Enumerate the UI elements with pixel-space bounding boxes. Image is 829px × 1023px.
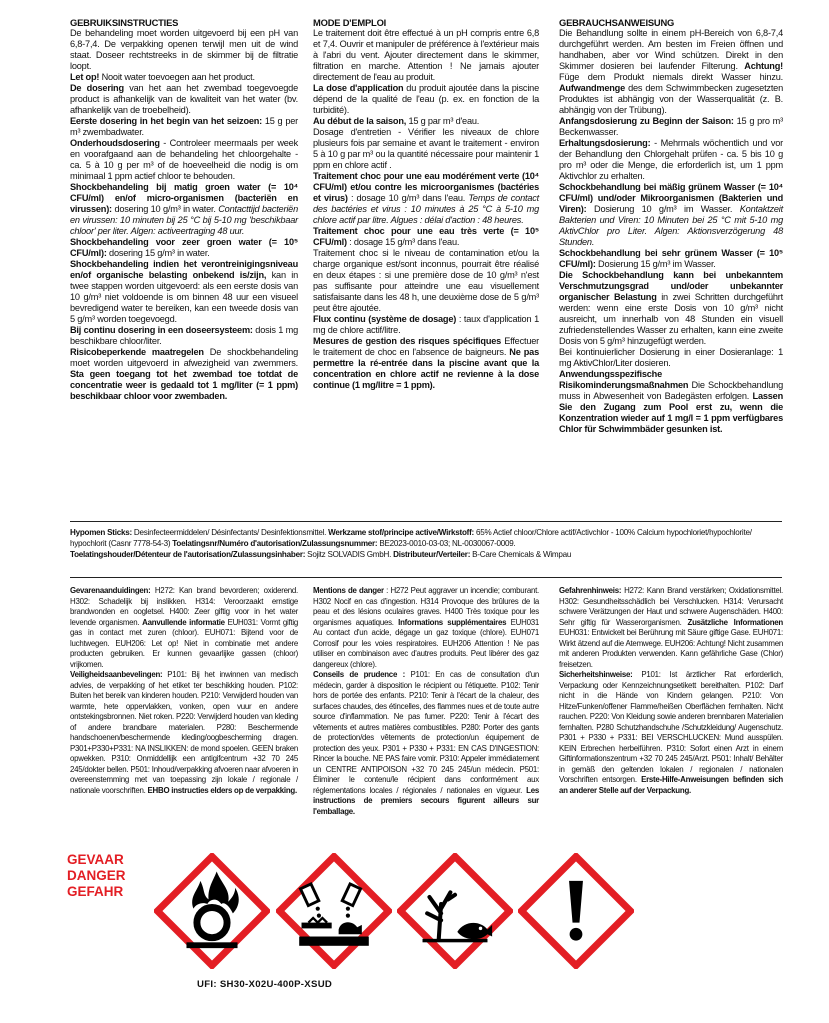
nl-first-label: Eerste dosering in het begin van het seizoen: bbox=[70, 116, 263, 126]
nl-risk-label: Risicobeperkende maatregelen bbox=[70, 347, 204, 357]
nl-risk: De shockbehandeling moet worden uitgevoerd in afwezigheid van zwemmers. bbox=[70, 347, 298, 368]
nl-sup: EUH031: Vormt giftig gas in contact met zuren (chloor). EUH071: Bijtend voor de luchtwegen. EUH206: Let op! Niet in combinatie met andere producten gebruiken. Er kunnen gevaarlijke gassen (chloor) vrijkomen. bbox=[70, 617, 298, 669]
cas-number: hypochlorit (Casnr 7778-54-3) bbox=[70, 539, 173, 549]
fr-firstaid: Les instructions de premiers secours figurent ailleurs sur l'emballage. bbox=[313, 785, 539, 816]
fr-precaution-label: Conseils de prudence : bbox=[313, 670, 405, 679]
authorisation-label: Toelatingsnr/Numéro d'autorisation/Zulassungsnummer: bbox=[172, 539, 378, 549]
signal-word bbox=[67, 852, 126, 900]
nl-shock1-note: Contacttijd bacteriën en virussen: 10 minuten bij 25 °C bij 5-10 mg 'beschikbaar chloor' per liter. Algen: activeertraging 48 uur. bbox=[70, 204, 298, 236]
section-title-fr: MODE D'EMPLOI bbox=[313, 17, 387, 28]
de-shock2: Dosierung 15 g/m³ im Wasser. bbox=[595, 259, 716, 269]
nl-firstaid: EHBO instructies elders op de verpakking. bbox=[147, 785, 297, 795]
nl-warn-label: Let op! bbox=[70, 72, 100, 82]
nl-warn: Nooit water toevoegen aan het product. bbox=[99, 72, 255, 82]
fr-risk: Effectuer le traitement de choc en l'absence de baigneurs. bbox=[313, 336, 540, 357]
fr-shock3: Traitement choc si le niveau de contamination et/ou la charge organique est/sont inconnus, pourrait être réalisé en deux étapes : si une première dose de 10 g/m³ n'est pas suffisante pour atteindre une eau visuellement satisfaisante dans les 48 h, une deuxième dose de 5 g/m³ peut être ajoutée. bbox=[313, 248, 539, 313]
fr-sup-label: Informations supplémentaires bbox=[398, 617, 507, 627]
authorisation-number: BE2023-0010-03-03; NL-0030067-0009. bbox=[377, 539, 516, 549]
safety-de bbox=[559, 586, 783, 796]
fr-shock1-label: Traitement choc pour une eau modérément verte (10⁴ CFU/ml) et/ou contre les microorganismes (bactéries et virus) bbox=[313, 171, 539, 203]
fr-cont: : taux d'application 1 mg de chlore actif/litre. bbox=[313, 314, 539, 335]
de-shock1: Dosierung 10 g/m³ im Wasser. bbox=[586, 204, 740, 214]
de-hazard: H272: Kann Brand verstärken; Oxidationsmittel. H302: Gesundheitsschädlich bei Verschlucken. H314: Verursacht schwere Verätzungen der Haut und schwere Augenschäden. H400: Sehr giftig für Wasserorganismen. bbox=[559, 586, 783, 627]
exclamation-mark-icon bbox=[518, 853, 634, 969]
fr-risk-warning: Ne pas permettre la ré-entrée dans la piscine avant que la concentration en chlore actif ne revienne à la dose continue (1 mg/litre = 1 ppm). bbox=[313, 347, 539, 390]
section-title-de: GEBRAUCHSANWEISUNG bbox=[559, 17, 675, 28]
nl-first: 15 g per m³ zwembadwater. bbox=[70, 116, 298, 137]
instructions-fr bbox=[313, 17, 539, 391]
de-risk-label: Anwendungsspezifische Risikominderungsmaßnahmen bbox=[559, 369, 689, 390]
fr-shock1: : dosage 10 g/m³ dans l'eau. bbox=[347, 193, 469, 203]
safety-fr bbox=[313, 586, 539, 817]
de-shock1-label: Schockbehandlung bei mäßig grünem Wasser (= 10⁴ CFU/ml) und/oder Mikroorganismen (Bakterien und Viren): bbox=[559, 182, 783, 214]
de-risk: Die Schockbehandlung muss in Abwesenheit von Badegästen erfolgen. bbox=[559, 380, 783, 401]
signal-word-nl: GEVAAR bbox=[67, 852, 124, 867]
de-shock1-note: Kontaktzeit Bakterien und Viren: 10 Minuten bei 25 °C mit 5-10 mg AktivChlor pro Liter. Algen: Aktionsverzögerung 48 Stunden. bbox=[559, 204, 783, 247]
fr-first: 15 g par m³ d'eau. bbox=[406, 116, 480, 126]
nl-sup-label: Aanvullende informatie bbox=[142, 617, 225, 627]
de-dose: des dem Schwimmbecken zugesetzten Produktes ist abhängig von der Wasserqualität (z. B. abhängig von der Trübung). bbox=[559, 83, 783, 115]
nl-shock3: kan in twee stappen worden uitgevoerd: als een eerste dosis van 10 g/m³ niet voldoende is om binnen 48 uur een visueel bevredigend water te bereiken, kan een tweede dosis van 5 g/m³ worden toegevoegd. bbox=[70, 270, 299, 324]
nl-shock2: dosering 15 g/m³ in water. bbox=[106, 248, 210, 258]
divider-bottom bbox=[70, 577, 782, 578]
nl-precaution: P101: Bij het inwinnen van medisch advies, de verpakking of het etiket ter beschikking houden. P102: Buiten het bereik van kinderen houden. P210: Verwijderd houden van warmte, hete oppervlakken, vonken, open vuur en andere ontstekingsbronnen. Niet roken. P220: Verwijderd houden van kleding of andere brandbare materialen. P280: Beschermende handschoenen/beschermende kleding/oogbescherming dragen. P301+P330+P331: NA INSLIKKEN: de mond spoelen. GEEN braken opwekken. P310: Onmiddellijk een antigifcentrum +32 70 245 245/dokter bellen. P501: Inhoud/verpakking afvoeren naar afvoeren in overeenstemming met van toepassing zijn lokale / regionale / nationale voorschriften. bbox=[70, 670, 298, 795]
oxidizing-flame-icon bbox=[154, 853, 270, 969]
de-warn: Füge dem Produkt niemals direkt Wasser hinzu. bbox=[559, 72, 783, 82]
nl-shock3-label: Shockbehandeling indien het verontreinigingsniveau en/of organische belasting onbekend is/zijn, bbox=[70, 259, 298, 280]
instructions-de bbox=[559, 17, 783, 435]
fr-precaution: P101: En cas de consultation d'un médecin, garder à disposition le récipient ou l'étiquette. P102: Tenir hors de portée des enfants. P210: Tenir à l'écart de la chaleur, des surfaces chaudes, des étincelles, des flammes nues et de toute autre source d'inflammation. Ne pas fumer. P220: Tenir à l'écart des vêtements et autres matières combustibles. P280: Porter des gants de protection/des vêtements de protection/un équipement de protection des yeux. P301 + P330 + P331: EN CAS D'INGESTION: Rincer la bouche. NE PAS faire vomir. P310: Appeler immédiatement un CENTRE ANTIPOISON +32 70 245 245/un médecin. P501: Éliminer le contenu/le récipient dans conformément aux réglementations locales / régionales / nationales en vigueur. bbox=[313, 670, 539, 795]
de-warn-label: Achtung! bbox=[744, 61, 783, 71]
de-first: 15 g pro m³ Beckenwasser. bbox=[559, 116, 783, 137]
de-maint-label: Erhaltungsdosierung: bbox=[559, 138, 651, 148]
nl-shock1: dosering 10 g/m³ in water. bbox=[111, 204, 219, 214]
section-title-nl: GEBRUIKSINSTRUCTIES bbox=[70, 17, 179, 28]
fr-dose-label: La dose d'application bbox=[313, 83, 404, 93]
fr-shock1-note: Temps de contact des bactéries et virus : 10 minutes à 25 °C à 5-10 mg chlore actif par litre. Algues : délai d'action : 48 heures. bbox=[313, 193, 539, 225]
nl-risk-warning: Sta geen toegang tot het zwembad toe totdat de concentratie weer is gedaald tot 1 mg/liter (= 1 ppm) beschikbaar chloor voor zwembaden. bbox=[70, 369, 298, 401]
nl-precaution-label: Veiligheidsaanbevelingen: bbox=[70, 670, 163, 679]
nl-dose-label: De dosering bbox=[70, 83, 124, 93]
nl-hazard: H272: Kan brand bevorderen; oxiderend. H302: Schadelijk bij inslikken. H314: Veroorzaakt ernstige brandwonden en oogletsel. H400: Zeer giftig voor in het water levende organismen. bbox=[70, 586, 298, 627]
nl-shock2-label: Shockbehandeling voor zeer groen water (= 10⁵ CFU/ml): bbox=[70, 237, 298, 258]
fr-dose: du produit ajoutée dans la piscine dépend de la qualité de l'eau (p. ex. en fonction de la turbidité). bbox=[313, 83, 539, 115]
fr-first-label: Au début de la saison, bbox=[313, 116, 407, 126]
instructions-nl bbox=[70, 17, 298, 402]
de-shock3-label: Die Schockbehandlung kann bei unbekanntem Verschmutzungsgrad und/oder unbekannter organischer Belastung bbox=[559, 270, 783, 302]
nl-cont: dosis 1 mg beschikbare chloor/liter. bbox=[70, 325, 299, 346]
de-shock3: in zwei Schritten durchgeführt werden: wenn eine erste Dosis von 10 g/m³ nicht ausreicht, um innerhalb von 48 Stunden ein visuell zufriedenstellendes Wasser zu erhalten, kann eine zweite Dosis von 5 g/m³ hinzugefügt werden. bbox=[559, 292, 783, 346]
nl-hazard-label: Gevarenaanduidingen: bbox=[70, 586, 151, 595]
de-firstaid: Erste-Hilfe-Anweisungen befinden sich an anderer Stelle auf der Verpackung. bbox=[559, 775, 783, 795]
fr-shock2: : dosage 15 g/m³ dans l'eau. bbox=[346, 237, 460, 247]
de-shock2-label: Schockbehandlung bei sehr grünem Wasser (= 10⁵ CFU/ml): bbox=[559, 248, 783, 269]
de-precaution: P101: Ist ärztlicher Rat erforderlich, Verpackung oder Kennzeichnungsetikett bereithalten. P102: Darf nicht in die Hände von Kindern gelangen. P210: Von Hitze/Funken/offener Flamme/heißen Oberflächen fernhalten. Nicht rauchen. P220: Von Kleidung sowie anderen brennbaren Materialien fernhalten. P280 Schutzhandschuhe /Schutzkleidung/ Augenschutz. P301 + P330 + P331: BEI VERSCHLUCKEN: Mund ausspülen. KEIN Erbrechen herbeiführen. P310: Sofort einen Arzt in einem Giftinformationszentrum +32 70 245 245/Arzt. P501: Inhalt/ Behälter in gemäß den geltenden lokalen / regionalen / nationalen Vorschriften entsorgen. bbox=[559, 670, 783, 784]
nl-shock1-label: Shockbehandeling bij matig groen water (= 10⁴ CFU/ml) en/of micro-organismen (bacteriën en virussen): bbox=[70, 182, 298, 214]
holder: Sojitz SOLVADIS GmbH. bbox=[305, 550, 394, 560]
environment-hazard-icon bbox=[397, 853, 513, 969]
active-substance: 65% Actief chloor/Chlore actif/Activchlor - 100% Calcium hypochloriet/hypochlorite/ bbox=[474, 528, 752, 537]
product-type: Desinfecteermiddelen/ Désinfectants/ Desinfektionsmittel. bbox=[131, 528, 329, 537]
de-maint: - Mehrmals wöchentlich und vor der Behandlung den Chlorgehalt prüfen - ca. 5 bis 10 g pro m³ oder die Menge, die erforderlich ist, um 1 ppm Aktivchlor zu erhalten. bbox=[559, 138, 783, 181]
safety-nl bbox=[70, 586, 298, 796]
product-metadata bbox=[70, 527, 790, 561]
nl-intro: De behandeling moet worden uitgevoerd bij een pH van 6,8-7,4. De verpakking openen terwijl men uit de wind staat. Doseer rechtstreeks in de skimmer bij de filtratie loopt. bbox=[70, 28, 298, 71]
divider-top bbox=[70, 521, 782, 522]
distributor: B-Care Chemicals & Wimpau bbox=[470, 550, 572, 560]
ufi-code: UFI: SH30-X02U-400P-XSUD bbox=[197, 979, 333, 990]
distributor-label: Distributeur/Verteiler: bbox=[393, 550, 471, 560]
signal-word-en: DANGER bbox=[67, 868, 126, 883]
fr-cont-label: Flux continu (système de dosage) bbox=[313, 314, 457, 324]
fr-hazard-label: Mentions de danger bbox=[313, 586, 384, 595]
nl-maint: - Controleer meermaals per week en voorafgaand aan de behandeling het chloorgehalte - ca. 5 à 10 g per m³ of de hoeveelheid die nodig is om minimaal 1 ppm actief chloor te behouden. bbox=[70, 138, 298, 181]
de-cont: Bei kontinuierlicher Dosierung in einer Dosieranlage: 1 mg AktivChlor/Liter dosieren. bbox=[559, 347, 783, 368]
nl-cont-label: Bij continu dosering in een doseersysteem: bbox=[70, 325, 253, 335]
de-dose-label: Aufwandmenge bbox=[559, 83, 625, 93]
de-precaution-label: Sicherheitshinweise: bbox=[559, 670, 633, 679]
nl-maint-label: Onderhoudsdosering bbox=[70, 138, 160, 148]
de-risk-warning: Lassen Sie den Zugang zum Pool erst zu, wenn die Konzentration wieder auf 1 mg/l = 1 ppm verfügbares Chlor für Schwimmbäder gesunken ist. bbox=[559, 391, 783, 434]
fr-sup: EUH031 Au contact d'un acide, dégage un gaz toxique (chlore). EUH071 Corrosif pour les voies respiratoires. EUH206 Attention ! Ne pas utiliser en combinaison avec d'autres produits. Peut libérer des gaz dangereux (chlore). bbox=[313, 617, 539, 669]
de-sup: EUH031: Entwickelt bei Berührung mit Säure giftige Gase. EUH071: Wirkt ätzend auf die Atemwege. EUH206: Achtung! Nicht zusammen mit anderen Produkten verwenden. Kann gefährliche Gase (Chlor) freisetzen. bbox=[559, 628, 783, 669]
active-substance-label: Werkzame stof/principe active/Wirkstoff: bbox=[328, 528, 475, 537]
nl-dose: van het aan het zwembad toegevoegde product is afhankelijk van de kwaliteit van het water (bv. afhankelijk van de troebelheid). bbox=[70, 83, 298, 115]
fr-risk-label: Mesures de gestion des risques spécifiques bbox=[313, 336, 502, 346]
fr-shock2-label: Traitement choc pour une eau très verte (= 10⁵ CFU/ml) bbox=[313, 226, 539, 247]
fr-intro: Le traitement doit être effectué à un pH compris entre 6,8 et 7,4. Ouvrir et manipuler de préférence à l'extérieur mais à l'abri du vent. Ajouter directement dans le skimmer, filtration en marche. Attention ! Ne jamais ajouter directement de l'eau au produit. bbox=[313, 28, 539, 82]
signal-word-de: GEFAHR bbox=[67, 884, 124, 899]
de-first-label: Anfangsdosierung zu Beginn der Saison: bbox=[559, 116, 734, 126]
product-name: Hypomen Sticks: bbox=[70, 528, 132, 537]
holder-label: Toelatingshouder/Détenteur de l'autorisation/Zulassungsinhaber: bbox=[70, 550, 306, 560]
de-intro: Die Behandlung sollte in einem pH-Bereich von 6,8-7,4 durchgeführt werden. Am besten im Freien öffnen und handhaben, aber vor Wind schützen. Direkt in den Skimmer dosieren bei laufender Filterung. bbox=[559, 28, 783, 71]
corrosive-icon bbox=[276, 853, 392, 969]
de-hazard-label: Gefahrenhinweis: bbox=[559, 586, 622, 595]
fr-maint: Dosage d'entretien - Vérifier les niveaux de chlore plusieurs fois par semaine et avant le traitement - environ 5 à 10 g par m³ ou la quantité nécessaire pour maintenir 1 ppm en chlore actif . bbox=[313, 127, 539, 170]
fr-hazard: : H272 Peut aggraver un incendie; comburant. H302 Nocif en cas d'ingestion. H314 Provoque des brûlures de la peau et des lésions oculaires graves. H400 Très toxique pour les organismes aquatiques. bbox=[313, 586, 539, 627]
de-sup-label: Zusätzliche Informationen bbox=[687, 617, 783, 627]
